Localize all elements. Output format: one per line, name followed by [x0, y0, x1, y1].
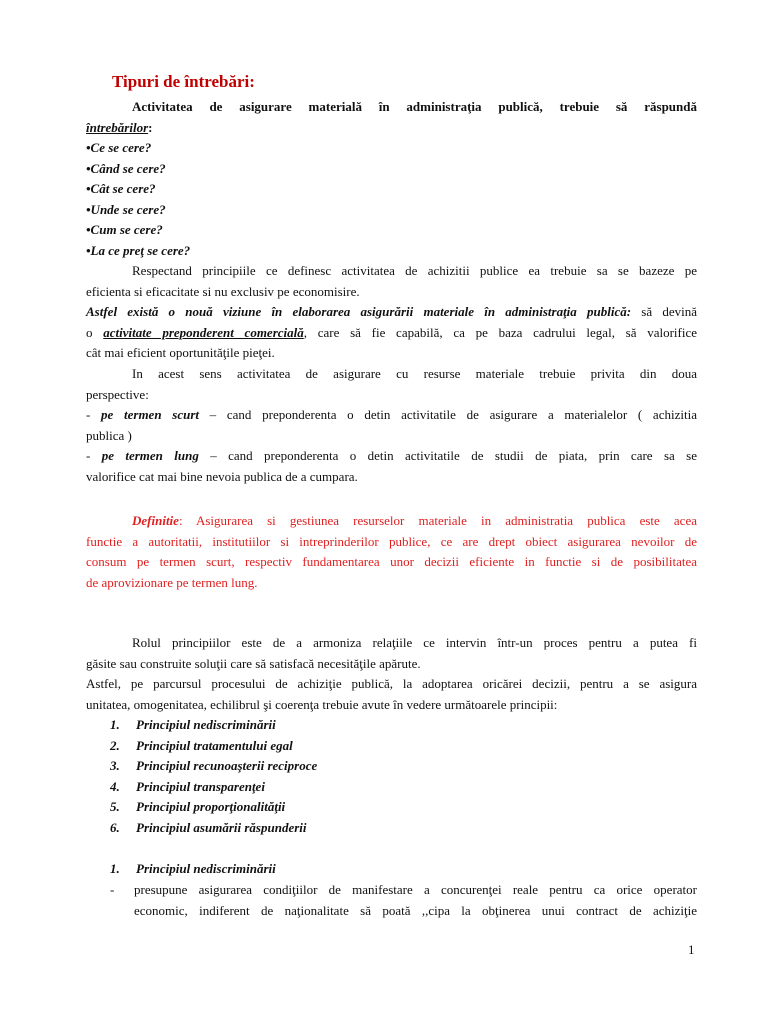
perspective-text: – cand preponderenta o detin activitatile de studii de piata, prin care sa se — [198, 448, 697, 463]
vision-emphasis: Astfel există o nouă viziune în elaborarea asigurării materiale în administraţia publică: — [86, 304, 632, 319]
intro-colon: : — [148, 119, 153, 135]
section-1-paragraph — [110, 880, 697, 921]
perspective-text: – cand preponderenta o detin activitatile de asigurare a materialelor ( achizitia — [198, 407, 697, 422]
principle-label: Principiul tratamentului egal — [136, 737, 293, 753]
perspective-long-term — [86, 446, 697, 487]
section-number: 1. — [110, 861, 120, 876]
question-item: •Cum se cere? — [86, 222, 163, 238]
principle-number: 3. — [110, 758, 120, 774]
paragraph-line: publica ) — [86, 427, 132, 443]
principle-item — [110, 736, 317, 757]
principle-item — [110, 715, 317, 736]
paragraph-line: perspective: — [86, 386, 149, 402]
paragraph-line — [86, 323, 697, 344]
principle-number: 1. — [110, 717, 120, 732]
questions-list — [86, 138, 697, 262]
principle-item — [110, 797, 317, 818]
bullet-dash: - — [110, 882, 115, 897]
paragraph-line: găsite sau construite soluţii care să satisfacă necesităţile apărute. — [86, 655, 421, 671]
vision-pre: o — [86, 324, 104, 340]
question-item: •La ce preţ se cere? — [86, 242, 191, 258]
principle-item — [110, 818, 317, 839]
intro-line-2 — [86, 118, 697, 139]
principle-number: 2. — [110, 737, 120, 753]
paragraph-acquisition-process — [86, 674, 697, 715]
principle-number: 6. — [110, 819, 120, 835]
paragraph-line: functie a autoritatii, institutiilor si intreprinderilor publice, ce are drept obiect asigurarea nevoilor de — [86, 533, 697, 549]
paragraph-line: unitatea, omogenitatea, echilibrul şi coerenţa trebuie avute în vedere următoarele principii: — [86, 696, 558, 712]
question-item: •Cât se cere? — [86, 181, 156, 197]
paragraph-line: Rolul principiilor este de a armoniza relaţiile ce intervin într-un proces pentru a putea fi — [132, 635, 697, 650]
paragraph-line: consum pe termen scurt, respectiv fundamentarea unor decizii eficiente in functie si de posibilitatea — [86, 554, 697, 570]
principle-label: Principiul proporţionalităţii — [136, 799, 286, 815]
section-heading-label: Principiul nediscriminării — [136, 861, 276, 876]
paragraph-line: eficienta si eficacitate si nu exclusiv pe economisire. — [86, 283, 360, 299]
principle-label: Principiul transparenţei — [136, 778, 265, 794]
page-number: 1 — [688, 942, 695, 957]
perspective-dash: - — [86, 448, 102, 463]
principle-label: Principiul nediscriminării — [136, 717, 276, 732]
definition-text: : Asigurarea si gestiunea resurselor materiale in administratia publica este acea — [178, 513, 697, 528]
commercial-activity-emphasis: activitate preponderent comercială — [103, 324, 304, 340]
principle-item — [110, 756, 317, 777]
principle-label: Principiul recunoaşterii reciproce — [136, 758, 318, 774]
principles-list — [110, 715, 317, 839]
paragraph-perspectives — [86, 364, 697, 405]
section-heading-line — [110, 859, 276, 880]
principle-item — [110, 777, 317, 798]
paragraph-line: Respectand principiile ce definesc activitatea de achizitii publice ea trebuie sa se bazeze pe — [132, 263, 697, 278]
paragraph-line: presupune asigurarea condiţiilor de manifestare a concurenţei reale pentru ca orice operator — [134, 882, 697, 897]
perspective-short-term — [86, 405, 697, 446]
vision-tail: să devină — [631, 304, 697, 319]
paragraph-line: de aprovizionare pe termen lung. — [86, 574, 258, 590]
paragraph-new-vision — [86, 302, 697, 364]
section-1-heading — [110, 859, 276, 880]
question-item: •Când se cere? — [86, 160, 166, 176]
intro-paragraph — [86, 97, 697, 138]
intro-underlined-word: întrebărilor — [86, 119, 149, 135]
paragraph-line — [86, 302, 697, 323]
section-title: Tipuri de întrebări: — [112, 72, 255, 91]
paragraph-line: valorifice cat mai bine nevoia publica de a cumpara. — [86, 468, 358, 484]
paragraph-line: Astfel, pe parcursul procesului de achiziţie publică, la adoptarea oricărei decizii, pentru a se asigura — [86, 676, 697, 691]
intro-line-1: Activitatea de asigurare materială în administraţia publică, trebuie să răspundă — [132, 99, 697, 114]
paragraph-line — [86, 446, 697, 467]
perspective-term: pe termen lung — [101, 448, 199, 463]
definition-label: Definitie — [132, 513, 179, 528]
paragraph-line — [86, 405, 697, 426]
vision-line2-tail: , care să fie capabilă, ca pe baza cadrului legal, să valorifice — [303, 324, 698, 340]
paragraph-line: In acest sens activitatea de asigurare cu resurse materiale trebuie privita din doua — [132, 366, 697, 381]
paragraph-principles — [86, 261, 697, 302]
paragraph-line: cât mai eficient oportunităţile pieţei. — [86, 345, 275, 361]
principle-label: Principiul asumării răspunderii — [136, 819, 307, 835]
principle-number: 5. — [110, 799, 120, 815]
paragraph-line: economic, indiferent de naţionalitate să poată ,,cipa la obţinerea unui contract de achiziţie — [134, 902, 697, 918]
paragraph-line — [86, 511, 697, 532]
principle-number: 4. — [110, 778, 120, 794]
perspective-term: pe termen scurt — [101, 407, 199, 422]
perspective-dash: - — [86, 407, 102, 422]
question-item: •Ce se cere? — [86, 140, 152, 155]
question-item: •Unde se cere? — [86, 201, 166, 217]
paragraph-role-of-principles — [86, 633, 697, 674]
definition-paragraph — [86, 511, 697, 593]
